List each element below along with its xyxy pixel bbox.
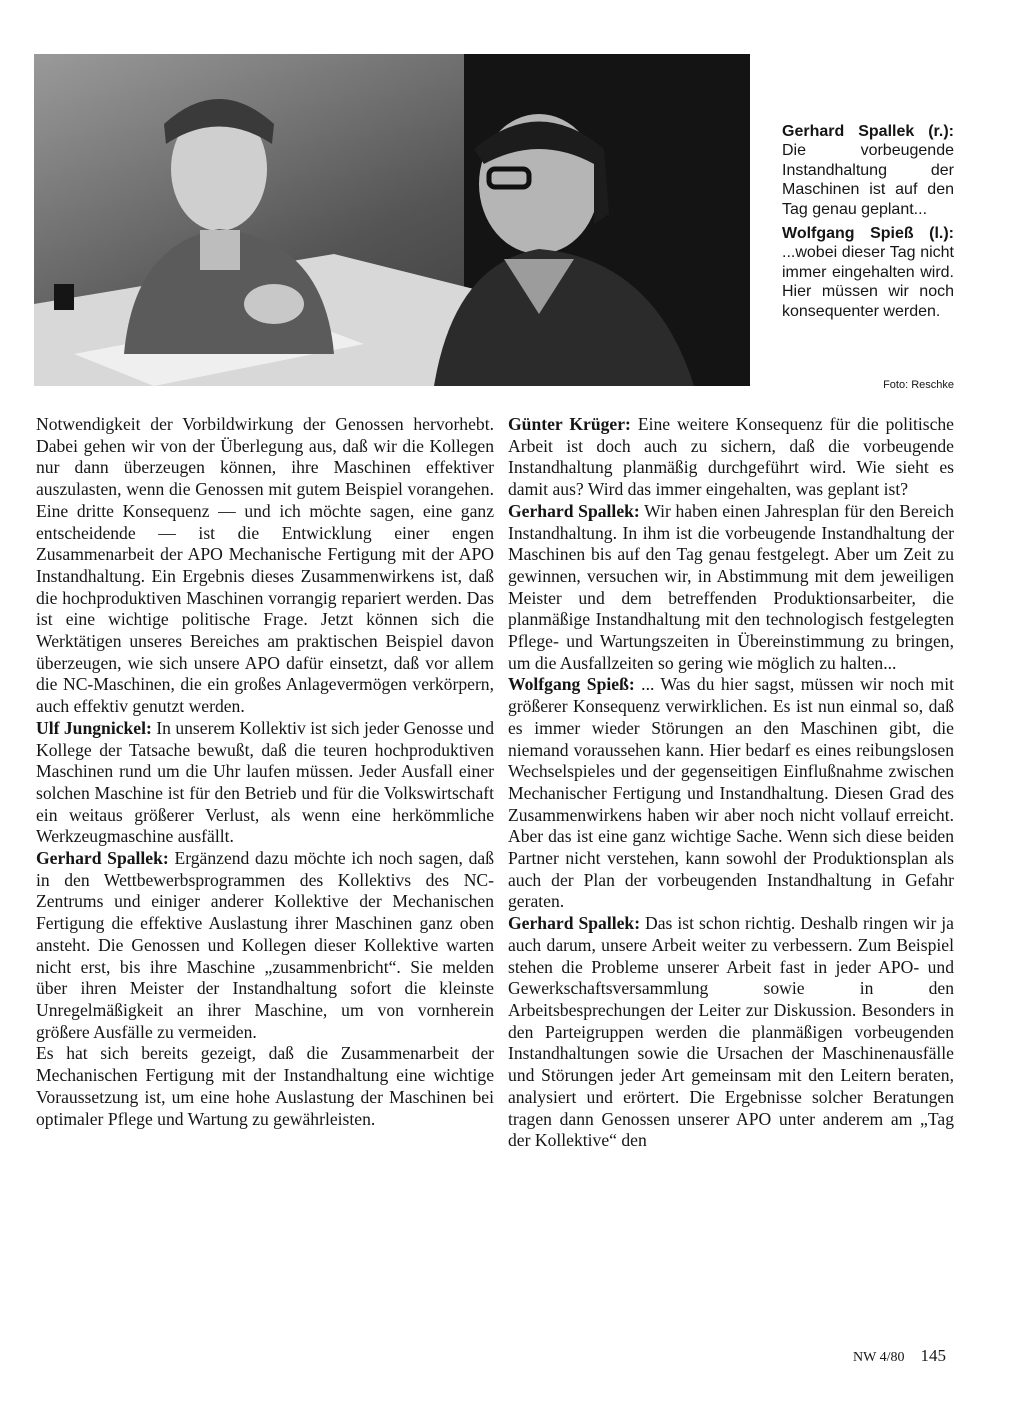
speaker-name: Gerhard Spallek: [508,913,641,934]
left-column [36,414,494,1130]
paragraph [36,718,494,848]
caption-speaker-1 [782,122,954,219]
paragraph [508,674,954,913]
caption-speaker-2 [782,224,954,321]
right-column [508,414,954,1152]
page-footer [853,1346,946,1366]
paragraph [508,501,954,675]
speaker-name: Günter Krüger: [508,414,631,434]
speaker-name: Gerhard Spallek: [508,500,640,521]
speaker-name: Gerhard Spallek: [36,848,169,869]
paragraph: Notwendigkeit der Vorbildwirkung der Genossen hervorhebt. Dabei gehen wir von der Überlegung aus, daß wir die Kollegen nur dann überzeugen können, ihre Maschinen effektiver auszulasten, wenn die Genossen mit gutem Beispiel vorangehen. Eine dritte Konsequenz — und ich möchte sagen, eine ganz entscheidende — ist die Entwicklung einer engen Zusammenarbeit der APO Mechanische Fertigung mit der APO Instandhaltung. Ein Ergebnis dieses Zusammenwirkens ist, daß die hochproduktiven Maschinen vorrangig repariert werden. Das ist eine wichtige politische Frage. Jetzt können sich die Werktätigen unseres Bereiches am praktischen Beispiel davon überzeugen, wie sich unsere APO dafür einsetzt, daß vor allem die NC-Maschinen, die ein großes Anlagevermögen verkörpern, auch effektiv genutzt werden. [36,414,494,717]
speaker-text: Eine weitere Konsequenz für die politische Arbeit ist doch auch zu sichern, daß die vorbeugende Instandhaltung planmäßig durchgeführt wird. Wie sieht es damit aus? Wird das immer eingehalten, was geplant ist? [508,414,954,500]
caption-speaker-1-name: Gerhard Spallek (r.): [782,123,954,140]
speaker-text: Wir haben einen Jahresplan für den Bereich Instandhaltung. In ihm ist die vorbeugende Instandhaltung der Maschinen bis auf den Tag genau festgelegt. Aber um Zeit zu gewinnen, versuchen wir, in Abstimmung mit dem jeweiligen Meister und dem betreffenden Produktionsarbeiter, die planmäßige Instandhaltung mit den technologisch festgelegten Pflege- und Wartungszeiten in Übereinstimmung zu bringen, um die Ausfallzeiten so gering wie möglich zu halten... [508,500,954,673]
paragraph [508,414,954,501]
issue-label: NW 4/80 [853,1350,905,1365]
caption-speaker-2-text: ...wobei dieser Tag nicht immer eingehalten wird. Hier müssen wir noch konsequenter werden. [782,244,954,320]
caption-speaker-1-text: Die vorbeugende Instandhaltung der Maschinen ist auf den Tag genau geplant... [782,142,954,218]
page-number: 145 [920,1346,946,1365]
speaker-name: Wolfgang Spieß: [508,674,635,695]
speaker-text: Das ist schon richtig. Deshalb ringen wir ja auch darum, unsere Arbeit weiter zu verbessern. Zum Beispiel stehen die Probleme unserer Arbeit fast in jeder APO- und Gewerkschaftsversammlung sowie in den Arbeitsbesprechungen der Leiter zur Diskussion. Besonders in den Parteigruppen werden die planmäßigen vorbeugenden Instandhaltungen sowie die Ursachen der Maschinenausfälle und Störungen jeder Art gemeinsam mit den Leitern beraten, analysiert und erörtert. Die Ergebnisse solcher Beratungen tragen dann Genossen unserer APO unter anderem am „Tag der Kollektive“ den [508,913,954,1151]
paragraph [36,848,494,1043]
caption-speaker-2-name: Wolfgang Spieß (l.): [782,225,954,243]
photo-credit: Foto: Reschke [883,379,954,391]
speaker-name: Ulf Jungnickel: [36,717,152,738]
paragraph: Es hat sich bereits gezeigt, daß die Zusammenarbeit der Mechanischen Fertigung mit der Instandhaltung eine wichtige Voraussetzung ist, um eine hohe Auslastung der Maschinen bei optimaler Pflege und Wartung zu gewährleisten. [36,1043,494,1129]
speaker-text: In unserem Kollektiv ist sich jeder Genosse und Kollege der Tatsache bewußt, daß die teuren hochproduktiven Maschinen rund um die Uhr laufen müssen. Jeder Ausfall einer solchen Maschine ist für den Betrieb und für die Volkswirtschaft ein weitaus größerer Verlust, als wenn eine herkömmliche Werkzeugmaschine ausfällt. [36,717,495,847]
speaker-text: ... Was du hier sagst, müssen wir noch mit größerer Konsequenz verwirklichen. Es ist nun einmal so, daß es immer wieder Störungen an den Maschinen gibt, die niemand voraussehen kann. Hier bedarf es eines reibungslosen Wechselspieles und der gegenseitigen Einflußnahme zwischen Mechanischer Fertigung und Instandhaltung. Diesen Grad des Zusammenwirkens haben wir aber noch nicht vollauf erreicht. Aber das ist eine ganz wichtige Sache. Wenn sich diese beiden Partner nicht verstehen, kann sowohl der Produktionsplan als auch der Plan der vorbeugenden Instandhaltung in Gefahr geraten. [508,674,954,912]
photo-caption [782,122,954,326]
article-photo [34,54,750,386]
paragraph [508,913,954,1152]
speaker-text: Ergänzend dazu möchte ich noch sagen, daß in den Wettbewerbsprogrammen des Kollektivs des NC-Zentrums und einiger anderer Kollektive der Mechanischen Fertigung die effektive Auslastung ihrer Maschinen ganz oben ansteht. Die Genossen und Kollegen dieser Kollektive warten nicht erst, bis ihre Maschine „zusammenbricht“. Sie melden über ihren Meister der Instandhaltung sofort die kleinste Unregelmäßigkeit an ihrer Maschine, um von vornherein größere Ausfälle zu vermeiden. [36,848,494,1042]
photo-two-men-talking-icon [34,54,750,386]
